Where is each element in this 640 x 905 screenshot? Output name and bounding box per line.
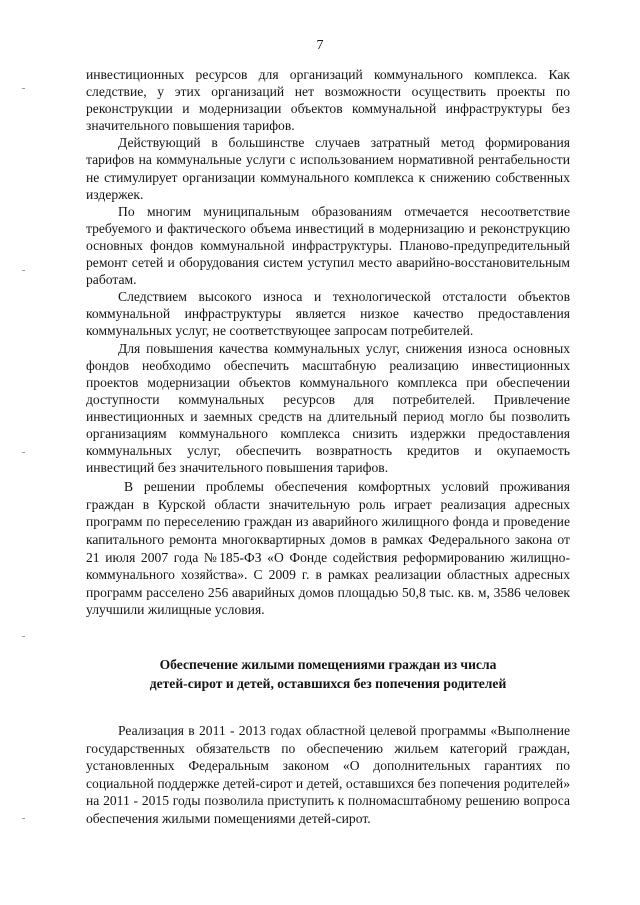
paragraph-4: Следствием высокого износа и технологической отсталости объектов коммунальной инфраструктуры является низкое качество предоставления коммунальных услуг, не соответствующее запросам потребителей. <box>86 289 570 339</box>
scan-mark <box>22 88 25 89</box>
scan-mark <box>22 452 25 453</box>
paragraph-6: В решении проблемы обеспечения комфортных условий проживания граждан в Курской области значительную роль играет реализация адресных программ по переселению граждан из аварийного жилищного фонда и проведение капитального ремонта многоквартирных домов в рамках Федерального закона от 21 июля 2007 года №185-ФЗ «О Фонде содействия реформированию жилищно-коммунального хозяйства». С 2009 г. в рамках реализации областных адресных программ расселено 256 аварийных домов площадью 50,8 тыс. кв. м, 3586 человек улучшили жилищные условия. <box>86 479 570 618</box>
document-body <box>86 66 570 828</box>
scan-mark <box>22 270 25 271</box>
page-number: 7 <box>316 38 324 53</box>
paragraph-1: инвестиционных ресурсов для организаций коммунального комплекса. Как следствие, у этих организаций нет возможности осуществить проекты по реконструкции и модернизации объектов коммунальной инфраструктуры без значительного повышения тарифов. <box>86 67 570 134</box>
section-heading-line-2: детей-сирот и детей, оставшихся без попечения родителей <box>149 676 507 691</box>
paragraph-3: По многим муниципальным образованиям отмечается несоответствие требуемого и фактического объема инвестиций в модернизацию и реконструкцию основных фондов коммунальной инфраструктуры. Планово-предупредительный ремонт сетей и оборудования систем уступил место аварийно-восстановительным работам. <box>86 203 570 288</box>
scan-mark <box>22 636 25 637</box>
paragraph-final: Реализация в 2011 - 2013 годах областной целевой программы «Выполнение государственных обязательств по обеспечению жильем категорий граждан, установленных Федеральным законом «О дополнительных гарантиях по социальной поддержке детей-сирот и детей, оставшихся без попечения родителей» на 2011 - 2015 годы позволила приступить к полномасштабному решению вопроса обеспечения жилыми помещениями детей-сирот. <box>86 723 570 826</box>
paragraph-2: Действующий в большинстве случаев затратный метод формирования тарифов на коммунальные услуги с использованием нормативной рентабельности не стимулирует организации коммунального комплекса к снижению собственных издержек. <box>86 135 570 202</box>
scan-mark <box>22 818 25 819</box>
section-heading-line-1: Обеспечение жилыми помещениями граждан из числа <box>159 657 497 672</box>
section-heading <box>86 619 570 722</box>
paragraph-5: Для повышения качества коммунальных услуг, снижения износа основных фондов необходимо обеспечить масштабную реализацию инвестиционных проектов модернизации объектов коммунального комплекса при обеспечении доступности коммунальных ресурсов для потребителей. Привлечение инвестиционных и заемных средств на длительный период могло бы позволить организациям коммунального комплекса снизить издержки предоставления коммунальных услуг, обеспечить возвратность кредитов и окупаемость инвестиций без значительного повышения тарифов. <box>86 340 570 476</box>
